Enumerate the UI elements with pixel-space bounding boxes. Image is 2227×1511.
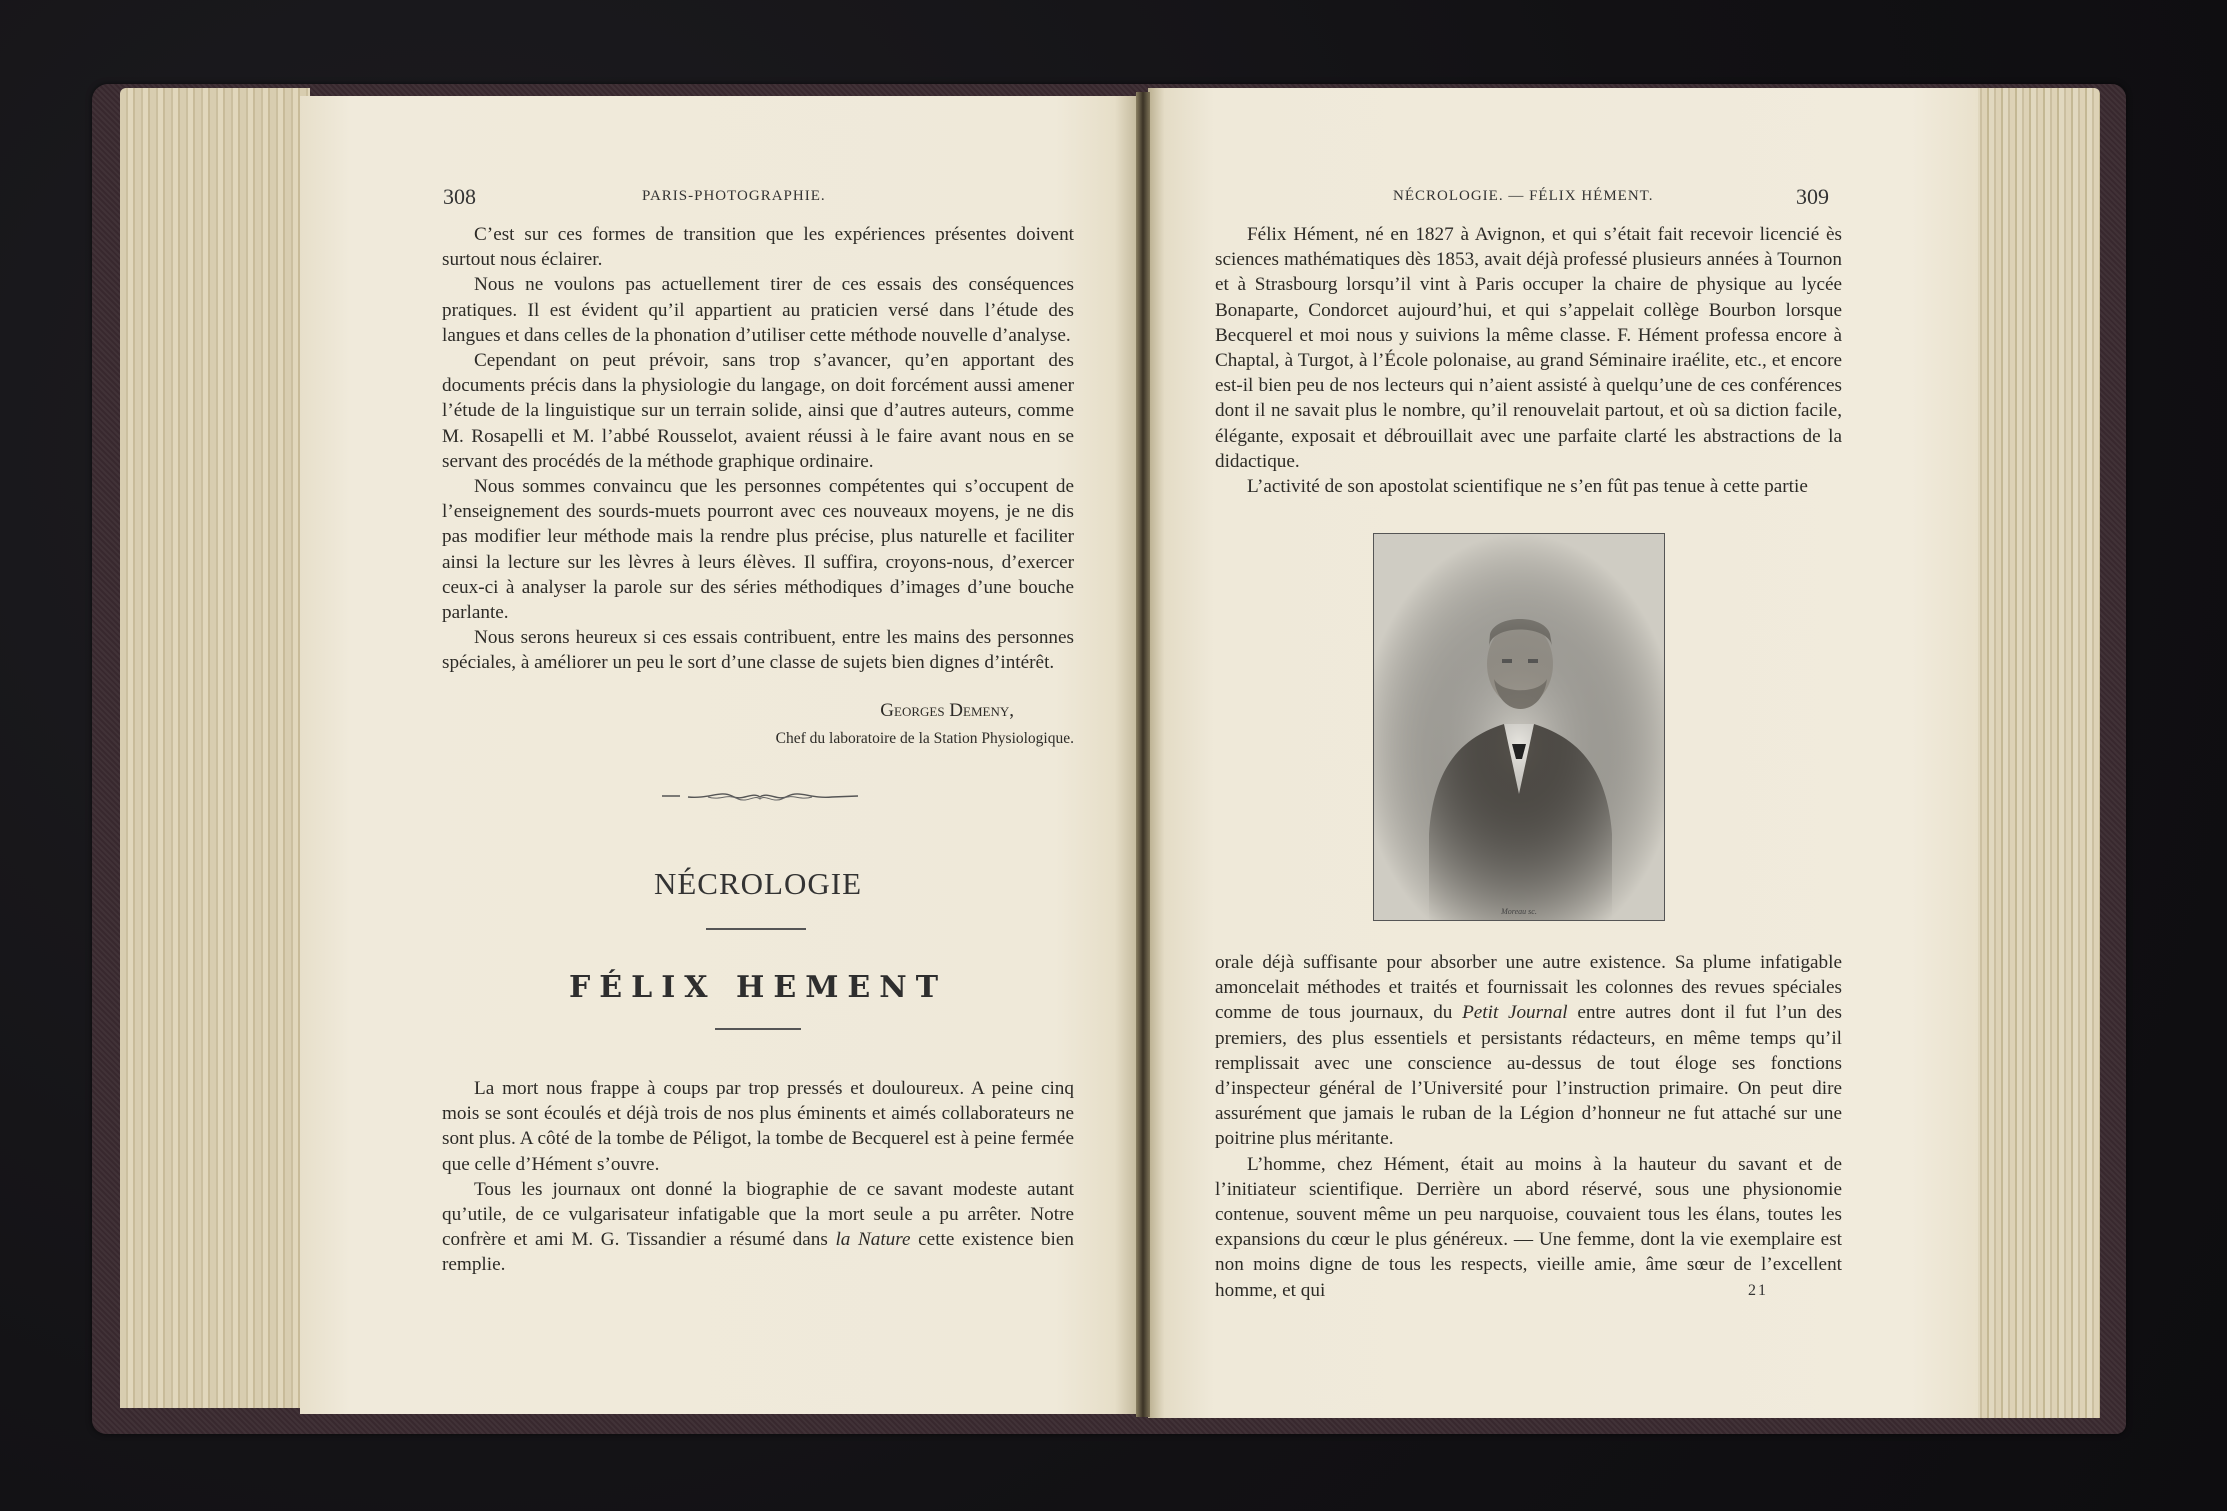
right-body-text-bottom <box>1215 950 1842 1303</box>
author-title: Chef du laboratoire de la Station Physiologique. <box>775 730 1074 747</box>
paragraph <box>442 1177 1074 1278</box>
paragraph: Nous sommes convaincu que les personnes compétentes qui s’occupent de l’enseignement des sourds-muets pourront avec ces nouveaux moyens, je ne dis pas modifier leur méthode mais la rendre plus précise, plus naturelle et faciliter ainsi la lecture sur les lèvres à leurs élèves. Il suffira, croyons-nous, d’exercer ceux-ci à analyser la parole sur des séries méthodiques d’images d’une bouche parlante. <box>442 476 1074 624</box>
title-rule <box>715 1028 801 1030</box>
right-body-text-top <box>1215 222 1842 499</box>
right-page-edges <box>1975 88 2100 1418</box>
left-page-number: 308 <box>443 184 476 209</box>
left-page-edges <box>120 88 310 1408</box>
ornament-divider <box>660 788 860 808</box>
text-run: orale déjà suffisante pour absorber une autre existence. Sa plume infatigable amoncelait méthodes et traités et fournissait les colonnes des revues spéciales comme de tous journaux, du <box>1215 952 1842 1024</box>
left-body-text-bottom <box>442 1076 1074 1278</box>
paragraph: Nous serons heureux si ces essais contribuent, entre les mains des personnes spéciales, à améliorer un peu le sort d’une classe de sujets bien dignes d’intérêt. <box>442 627 1074 674</box>
article-title: FÉLIX HEMENT <box>568 970 948 1005</box>
right-page-number: 309 <box>1796 184 1829 209</box>
paragraph <box>1215 950 1842 1152</box>
text-run: Tous les journaux ont donné la biographie de ce savant modeste autant qu’utile, de ce vulgarisateur infatigable que la mort seule a pu arrêter. Notre confrère et ami M. G. Tissandier a résumé dans <box>442 1178 1074 1251</box>
paragraph: Cependant on peut prévoir, sans trop s’avancer, qu’en apportant des documents précis dans la physiologie du langage, on doit forcément aussi amener l’étude de la linguistique sur un terrain solide, ainsi que d’autres auteurs, comme M. Rosapelli et M. l’abbé Rousselot, avaient réussi à le faire avant nous en se servant des procédés de la méthode graphique ordinaire. <box>442 350 1074 472</box>
paragraph: Nous ne voulons pas actuellement tirer de ces essais des conséquences pratiques. Il est évident qu’il appartient au praticien versé dans l’étude des langues et dans celles de la phonation d’utiliser cette méthode nouvelle d’analyse. <box>442 274 1074 346</box>
engraver-caption: Moreau sc. <box>1501 907 1537 916</box>
right-running-head: NÉCROLOGIE. — FÉLIX HÉMENT. <box>1393 188 1654 204</box>
italic-title: la Nature <box>835 1229 911 1251</box>
portrait-figure <box>1374 534 1664 920</box>
left-running-head: PARIS-PHOTOGRAPHIE. <box>642 188 826 204</box>
paragraph: L’activité de son apostolat scientifique ne s’en fût pas tenue à cette partie <box>1247 476 1808 498</box>
text-run: cette existence bien remplie. <box>442 1229 1074 1276</box>
italic-title: Petit Journal <box>1462 1002 1568 1024</box>
portrait-image <box>1373 533 1665 921</box>
author-signature: Georges Demeny, <box>880 700 1014 721</box>
title-rule <box>706 928 806 930</box>
printer-signature-mark: 21 <box>1748 1282 1768 1299</box>
paragraph: La mort nous frappe à coups par trop pressés et douloureux. A peine cinq mois se sont écoulés et déjà trois de nos plus éminents et aimés collaborateurs ne sont plus. A côté de la tombe de Péligot, la tombe de Becquerel est à peine fermée que celle d’Hément s’ouvre. <box>442 1078 1074 1175</box>
section-title: NÉCROLOGIE <box>653 866 863 901</box>
paragraph: Félix Hément, né en 1827 à Avignon, et qui s’était fait recevoir licencié ès sciences mathématiques dès 1853, avait déjà professé plusieurs années à Tournon et à Strasbourg lorsqu’il vint à Paris occuper la chaire de physique au lycée Bonaparte, Condorcet aujourd’hui, et qui s’appelait collège Bourbon lorsque Becquerel et moi nous y suivions la même classe. F. Hément professa encore à Chaptal, à Turgot, à l’École polonaise, au grand Séminaire iraélite, etc., et encore est-il bien peu de nos lecteurs qui n’aient assisté à quelqu’une de ces conférences dont il ne savait plus le nombre, qu’il renouvelait partout, et où sa diction facile, élégante, exposait et débrouillait avec une parfaite clarté les abstractions de la didactique. <box>1215 224 1842 472</box>
paragraph: C’est sur ces formes de transition que les expériences présentes doivent surtout nous éclairer. <box>442 224 1074 271</box>
paragraph: L’homme, chez Hément, était au moins à la hauteur du savant et de l’initiateur scientifique. Derrière un abord réservé, sous une physionomie contenue, souvent même un peu narquoise, couvaient tous les élans, toutes les expansions du cœur le plus généreux. — Une femme, dont la vie exemplaire est non moins digne de tous les respects, vieille amie, âme sœur de l’excellent homme, et qui <box>1215 1153 1842 1301</box>
text-run: entre autres dont il fut l’un des premiers, des plus essentiels et persistants rédacteurs, en même temps qu’il remplissait avec une conscience au-dessus de tout éloge ses fonctions d’inspecteur général de l’Université pour l’instruction primaire. On peut dire assurément que jamais le ruban de la Légion d’honneur ne fut attaché sur une poitrine plus méritante. <box>1215 1002 1843 1150</box>
book-gutter <box>1136 92 1150 1417</box>
left-body-text-top <box>442 222 1074 676</box>
